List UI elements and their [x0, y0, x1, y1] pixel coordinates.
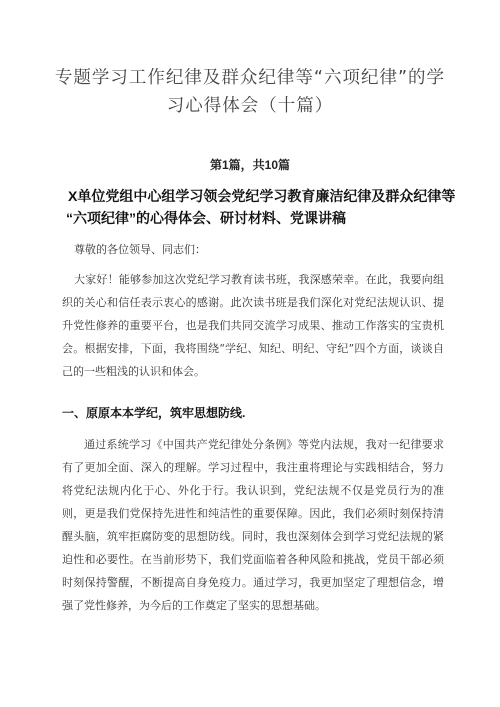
document-title [40, 64, 460, 120]
paragraph-1: 大家好！能够参加这次党纪学习教育读书班，我深感荣幸。在此，我要向组织的关心和信任表示衷心的感谢。此次读书班是我们深化对党纪法规认识、提升党性修养的重要平台，也是我们共同交流学习成果、推动工作落实的宝贵机会。根据安排，下面，我将围绕“学纪、知纪、明纪、守纪”四个方面，谈谈自己的一些粗浅的认识和体会。 [62, 273, 444, 378]
document-title-line-2: 习心得体会（十篇） [166, 96, 334, 116]
part-label: 第1篇，共10篇 [209, 158, 291, 172]
section-title-line-2: “六项纪律”的心得体会、研讨材料、党课讲稿 [66, 210, 346, 226]
heading-1: 一、原原本本学纪，筑牢思想防线. [62, 406, 246, 420]
section-title [58, 185, 478, 229]
document-title-line-1: 专题学习工作纪律及群众纪律等“六项纪律”的学 [54, 68, 446, 88]
section-title-line-1: X单位党组中心组学习领会党纪学习教育廉洁纪律及群众纪律等 [68, 188, 456, 204]
salutation: 尊敬的各位领导、同志们： [74, 243, 206, 256]
paragraph-2: 通过系统学习《中国共产党纪律处分条例》等党内法规，我对一纪律要求有了更加全面、深入的理解。学习过程中，我注重将理论与实践相结合，努力将党纪法规内化于心、外化于行。我认识到，党纪法规不仅是党员行为的准则，更是我们党保持先进性和纯洁性的重要保障。因此，我们必须时刻保持清醒头脑，筑牢拒腐防变的思想防线。同时，我也深刻体会到学习党纪法规的紧迫性和必要性。在当前形势下，我们党面临着各种风险和挑战，党员干部必须时刻保持警醒，不断提高自身免疫力。通过学习，我更加坚定了理想信念，增强了党性修养，为今后的工作奠定了坚实的思想基础。 [62, 438, 444, 612]
